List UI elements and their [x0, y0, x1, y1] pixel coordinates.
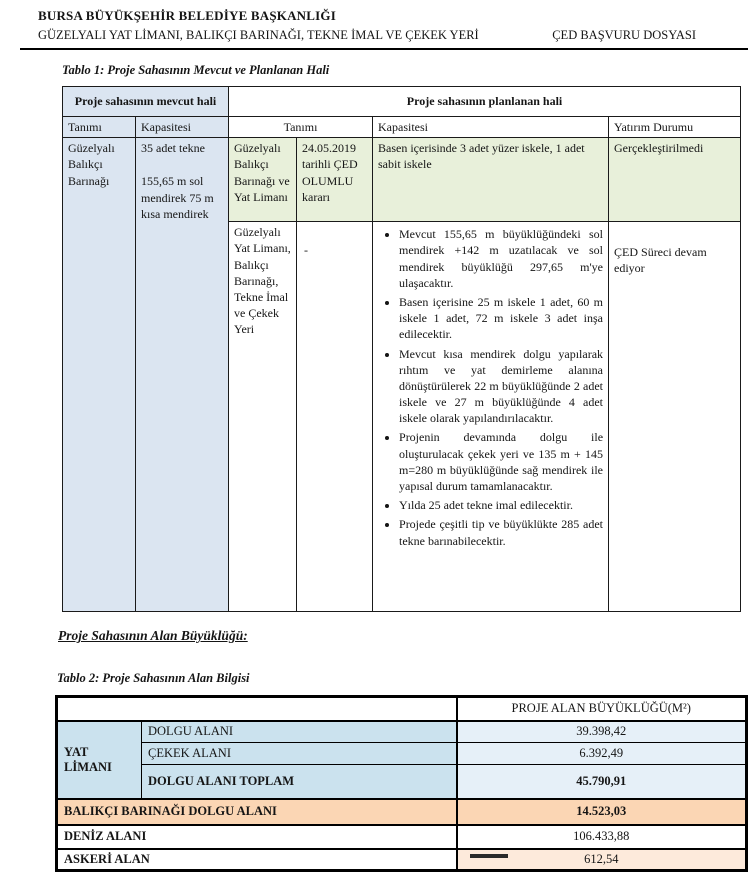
- cell-current-tanimi: Güzelyalı Balıkçı Barınağı: [63, 138, 136, 612]
- cell-planned1-yatirim: Gerçekleştirilmedi: [609, 138, 741, 222]
- cell-planned1-kapasitesi: Basen içerisinde 3 adet yüzer iskele, 1 adet sabit iskele: [373, 138, 609, 222]
- header-divider: [20, 48, 748, 50]
- page-header: [0, 8, 750, 50]
- table1-caption: Tablo 1: Proje Sahasının Mevcut ve Planlanan Hali: [62, 63, 330, 77]
- section-heading-area-size: Proje Sahasının Alan Büyüklüğü:: [58, 628, 248, 644]
- table2-row-cekek: [57, 743, 747, 765]
- bullet-item: • Basen içerisine 25 m iskele 1 adet, 60 m iskele 1 adet, 72 m iskele 3 adet inşa edilecektir.: [399, 294, 603, 343]
- cell-label-dolgu-alani: DOLGU ALANI: [142, 721, 457, 743]
- cell-label-askeri-alan: ASKERİ ALAN: [57, 849, 457, 871]
- table2-row-dolgu: [57, 721, 747, 743]
- cell-label-dolgu-toplam: DOLGU ALANI TOPLAM: [142, 765, 457, 799]
- cell-planned2-tanimi: Güzelyalı Yat Limanı, Balıkçı Barınağı, Tekne İmal ve Çekek Yeri: [229, 222, 297, 612]
- table2-header-value-col: PROJE ALAN BÜYÜKLÜĞÜ(M²): [457, 697, 747, 721]
- cell-planned2-tarih: -: [297, 222, 373, 612]
- planned2-bullet-list: [378, 226, 603, 549]
- cell-label-balikci-dolgu: BALIKÇI BARINAĞI DOLGU ALANI: [57, 799, 457, 825]
- table1-header-group-row: [63, 87, 741, 117]
- bullet-item: • Mevcut kısa mendirek dolgu yapılarak rıhtım ve yat demirleme alanına dönüştürülerek 22 m büyüklüğünde 2 adet iskele ve 27 m büyüklüğünde 4 adet iskele olarak yapılandırılacaktır.: [399, 346, 603, 427]
- table1-header-planned: Proje sahasının planlanan hali: [229, 87, 741, 117]
- table2-caption: Tablo 2: Proje Sahasının Alan Bilgisi: [57, 671, 250, 686]
- current-kapasitesi-line2: 155,65 m sol mendirek 75 m kısa mendirek: [141, 174, 214, 221]
- table1-col-yatirim: Yatırım Durumu: [609, 117, 741, 138]
- cutoff-next-row-fragment: [470, 854, 508, 858]
- table2-row-balikci: [57, 799, 747, 825]
- cell-planned2-yatirim: ÇED Süreci devam ediyor: [609, 222, 741, 612]
- bullet-item: • Projede çeşitli tip ve büyüklükte 285 adet tekne barınabilecektir.: [399, 516, 603, 548]
- header-subtitle-row: [38, 28, 696, 43]
- cell-value-balikci-dolgu: 14.523,03: [457, 799, 747, 825]
- cell-value-deniz-alani: 106.433,88: [457, 825, 747, 849]
- cell-planned1-tarih: 24.05.2019 tarihli ÇED OLUMLU kararı: [297, 138, 373, 222]
- bullet-item: • Mevcut 155,65 m büyüklüğündeki sol mendirek +142 m uzatılacak ve sol mendirek büyüklüğü 297,65 m'ye ulaşacaktır.: [399, 226, 603, 291]
- bullet-item: • Yılda 25 adet tekne imal edilecektir.: [399, 497, 603, 513]
- table1-header-current: Proje sahasının mevcut hali: [63, 87, 229, 117]
- header-dossier-label: ÇED BAŞVURU DOSYASI: [552, 28, 696, 42]
- bullet-item: • Projenin devamında dolgu ile oluşturulacak çekek yeri ve 135 m + 145 m=280 m büyüklüğünde sağ mendirek ile yapısal durum tamamlanacaktır.: [399, 429, 603, 494]
- table2-header-row: [57, 697, 747, 721]
- cell-value-cekek-alani: 6.392,49: [457, 743, 747, 765]
- table1-row-planned-1: [63, 138, 741, 222]
- cell-planned2-kapasitesi: [373, 222, 609, 612]
- table1-col-kapasitesi-planned: Kapasitesi: [373, 117, 609, 138]
- table2-row-askeri: [57, 849, 747, 871]
- cell-planned1-tanimi: Güzelyalı Balıkçı Barınağı ve Yat Limanı: [229, 138, 297, 222]
- cell-value-askeri-alan: 612,54: [457, 849, 747, 871]
- header-project-name: GÜZELYALI YAT LİMANI, BALIKÇI BARINAĞI, TEKNE İMAL VE ÇEKEK YERİ: [38, 28, 479, 42]
- table1-header-column-row: [63, 117, 741, 138]
- cell-current-kapasitesi: [136, 138, 229, 612]
- table1-col-tanimi-planned: Tanımı: [229, 117, 373, 138]
- table2-area-info: [55, 695, 748, 872]
- cell-label-cekek-alani: ÇEKEK ALANI: [142, 743, 457, 765]
- header-org-title: BURSA BÜYÜKŞEHİR BELEDİYE BAŞKANLIĞI: [38, 8, 336, 23]
- cell-label-deniz-alani: DENİZ ALANI: [57, 825, 457, 849]
- cell-group-yat-limani: YAT LİMANI: [57, 721, 142, 799]
- table1-project-status: [62, 86, 741, 612]
- table1-col-kapasitesi-current: Kapasitesi: [136, 117, 229, 138]
- table2-row-deniz: [57, 825, 747, 849]
- table1-col-tanimi-current: Tanımı: [63, 117, 136, 138]
- cell-value-dolgu-alani: 39.398,42: [457, 721, 747, 743]
- table2-header-empty: [57, 697, 457, 721]
- current-kapasitesi-line1: 35 adet tekne: [141, 141, 205, 156]
- cell-value-dolgu-toplam: 45.790,91: [457, 765, 747, 799]
- table2-row-dolgu-toplam: [57, 765, 747, 799]
